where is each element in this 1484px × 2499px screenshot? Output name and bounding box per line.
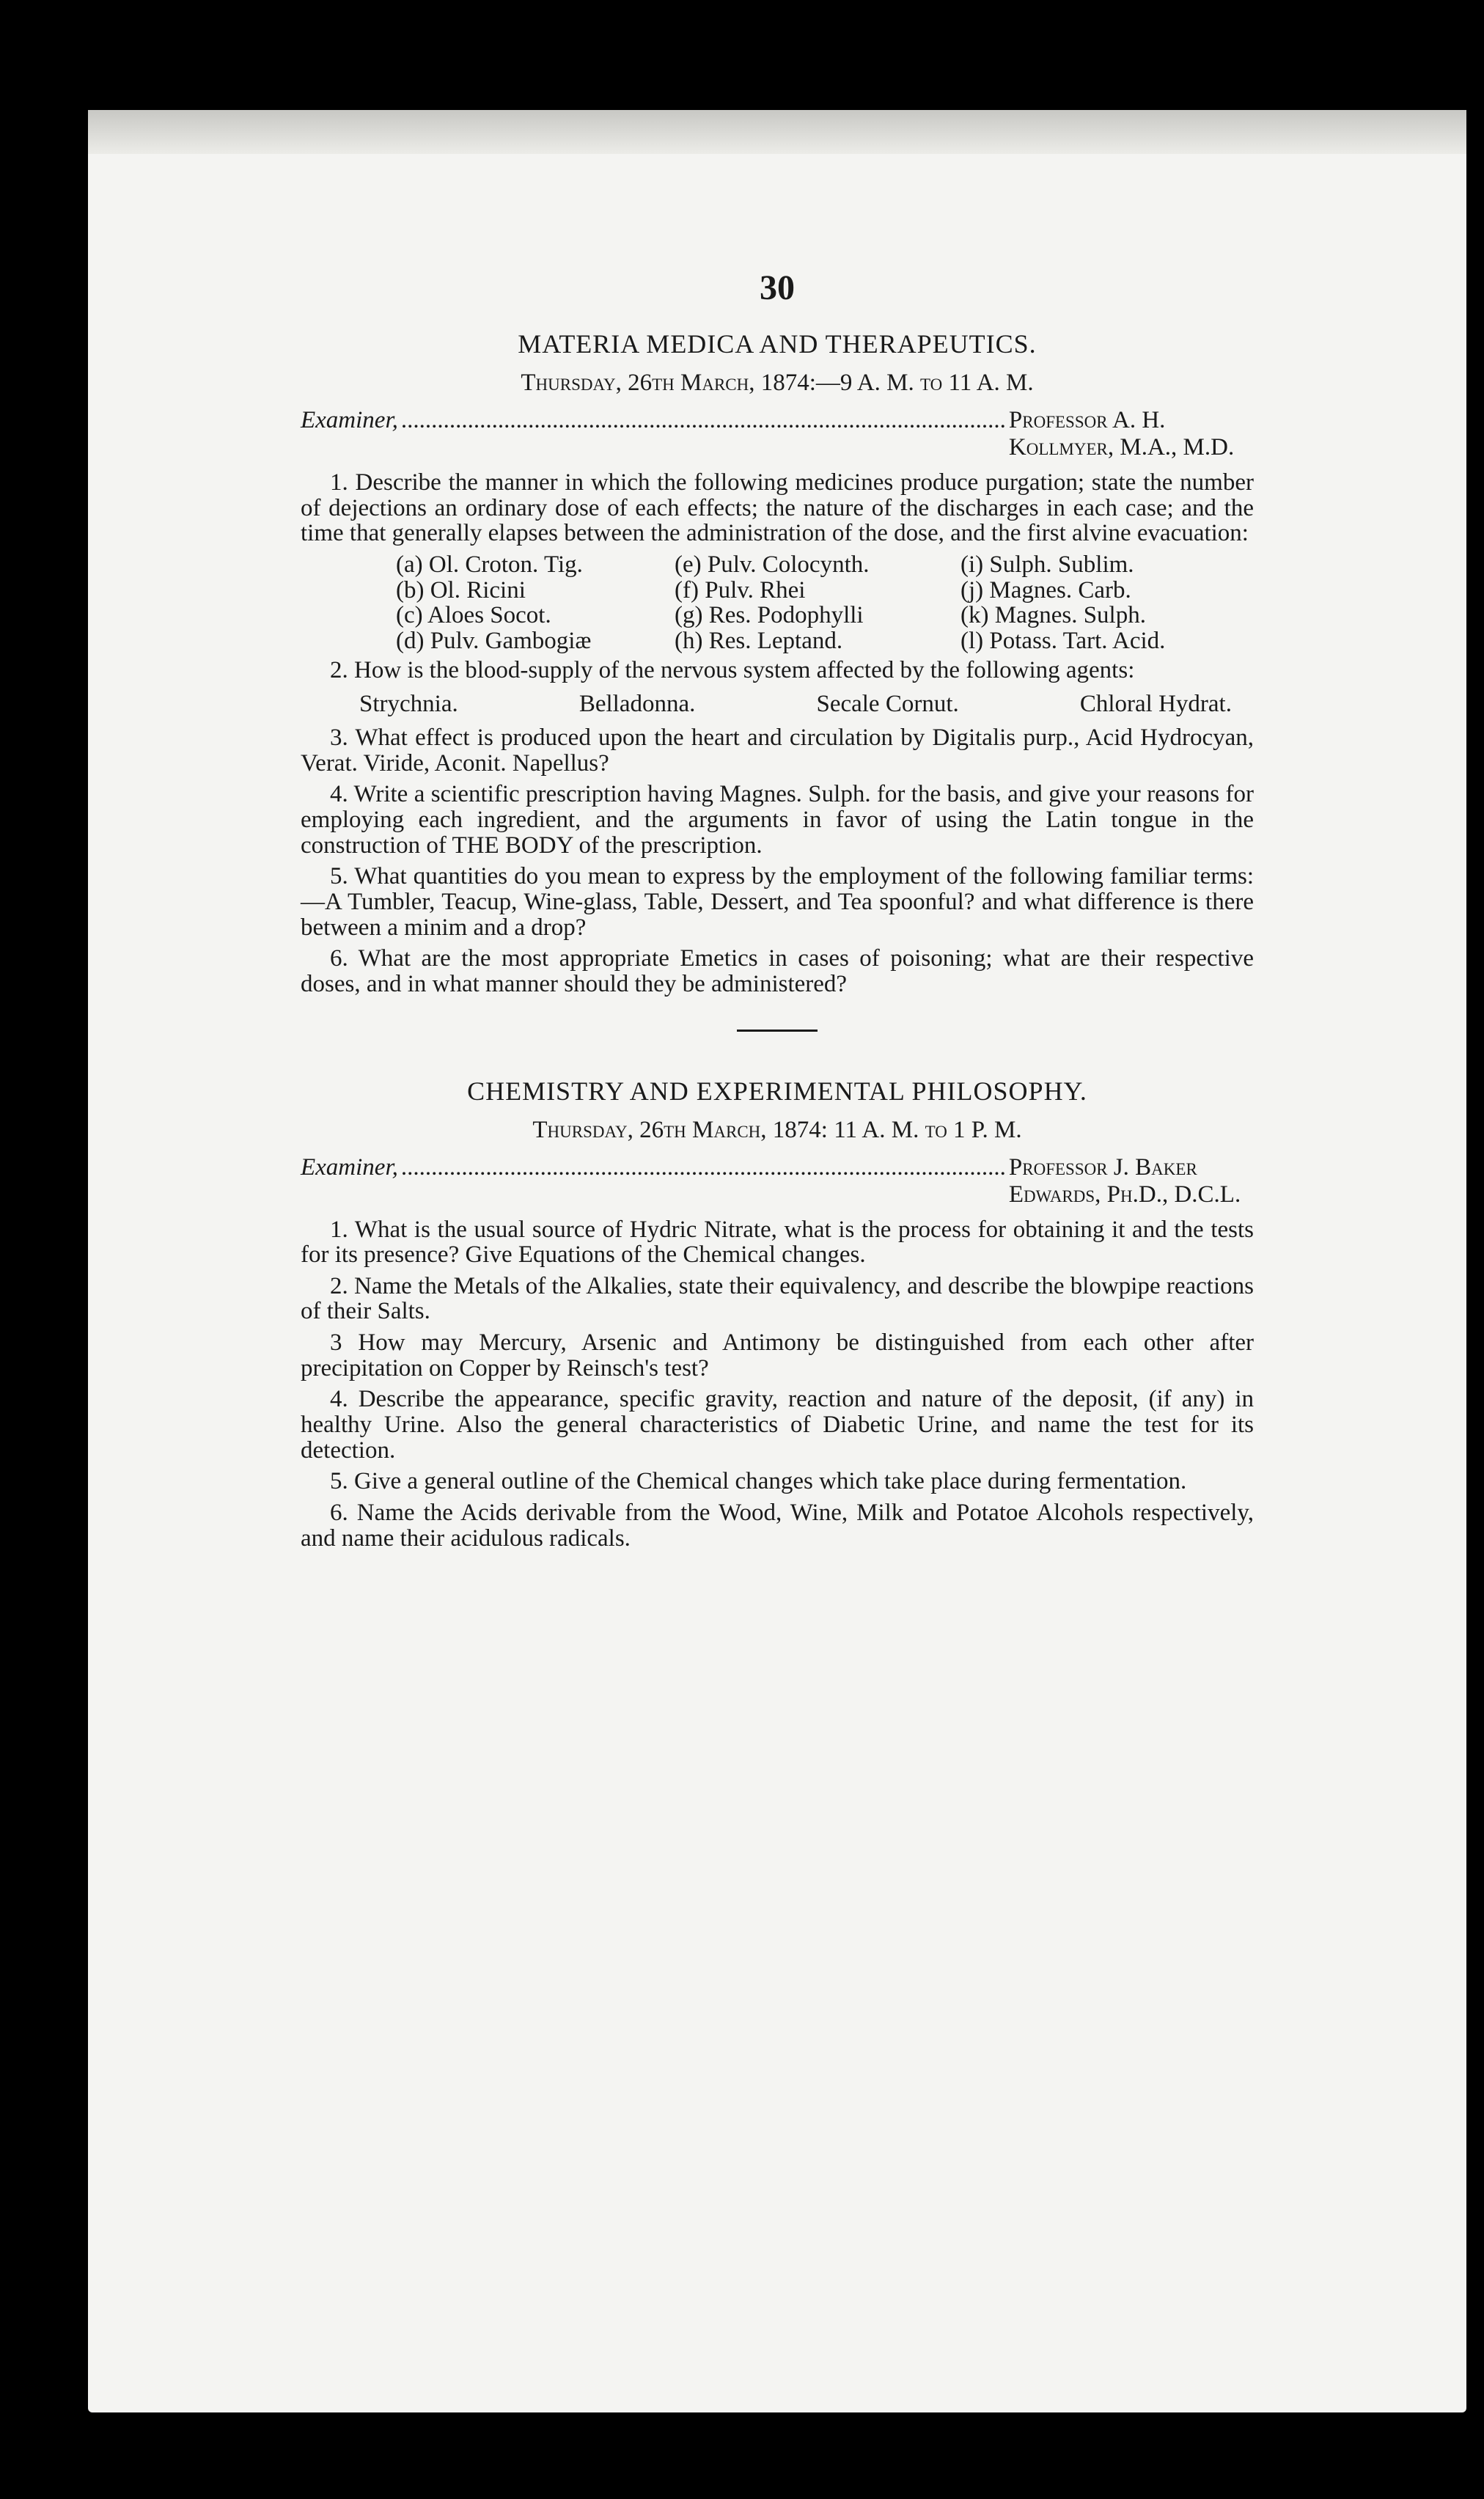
medicine-item: (d) Pulv. Gambogiæ [396,627,592,654]
examiner-name: Professor A. H. Kollmyer, M.A., M.D. [1008,407,1235,460]
section-date: Thursday, 26th March, 1874: 11 A. M. to 1 P. M. [532,1116,1022,1143]
section-divider [737,1030,818,1032]
medicine-item: (b) Ol. Ricini [396,576,526,603]
medicine-item: (g) Res. Podophylli [675,602,864,629]
question-6: 6. Name the Acids derivable from the Wood, Wine, Milk and Potatoe Alcohols respectively, and name their acidulous radicals. [301,1499,1254,1552]
page-number: 30 [760,268,795,307]
medicine-item: (i) Sulph. Sublim. [960,551,1134,578]
medicine-item: (a) Ol. Croton. Tig. [396,551,583,578]
question-1: 1. What is the usual source of Hydric Nitrate, what is the process for obtaining it and the tests for its presence? Give Equations of the Chemical changes. [301,1216,1254,1269]
examiner-line [301,1154,1254,1208]
medicine-item: (c) Aloes Socot. [396,602,551,629]
medicine-list [396,552,1254,654]
examiner-label: Examiner, [301,1153,398,1181]
dot-leader: .................................................................................................... [400,407,1006,433]
medicine-item: (j) Magnes. Carb. [960,576,1131,603]
agent-item: Chloral Hydrat. [1079,691,1232,718]
section-materia-medica [301,329,1254,997]
medicine-item: (l) Potass. Tart. Acid. [960,627,1166,654]
question-5: 5. What quantities do you mean to express by the employment of the following familiar terms:—A Tumbler, Teacup, Wine-glass, Table, Dessert, and Tea spoonful? and what difference is there between a minim and a drop? [301,863,1254,941]
examiner-label: Examiner, [301,407,398,433]
section-date: Thursday, 26th March, 1874:—9 A. M. to 11 A. M. [521,370,1034,396]
section-chemistry [301,1076,1254,1552]
section-title: CHEMISTRY AND EXPERIMENTAL PHILOSOPHY. [467,1076,1087,1106]
page-content [301,268,1254,1557]
dot-leader: .................................................................................................... [400,1153,1006,1181]
agent-item: Secale Cornut. [816,691,959,718]
examiner-line [301,407,1254,461]
agent-item: Strychnia. [359,691,458,718]
medicine-item: (f) Pulv. Rhei [675,576,806,603]
agent-list [359,691,1232,718]
question-2: 2. How is the blood-supply of the nervous system affected by the following agents: [330,657,1135,684]
question-1: 1. Describe the manner in which the following medicines produce purgation; state the number of dejections an ordinary dose of each effects; the nature of the discharges in each case; and the time that generally elapses between the administration of the dose, and the first alvine evacuation: [301,469,1254,547]
question-4: 4. Describe the appearance, specific gravity, reaction and nature of the deposit, (if any) in healthy Urine. Also the general characteristics of Diabetic Urine, and name the test for its detection. [301,1386,1254,1464]
question-3: 3. What effect is produced upon the heart and circulation by Digitalis purp., Acid Hydrocyan, Verat. Viride, Aconit. Napellus? [301,724,1254,777]
question-5: 5. Give a general outline of the Chemical changes which take place during fermentation. [330,1468,1187,1495]
medicine-item: (e) Pulv. Colocynth. [675,551,870,578]
section-title: MATERIA MEDICA AND THERAPEUTICS. [518,329,1037,359]
medicine-item: (k) Magnes. Sulph. [960,602,1146,629]
examiner-name: Professor J. Baker Edwards, Ph.D., D.C.L. [1008,1153,1241,1208]
question-6: 6. What are the most appropriate Emetics in cases of poisoning; what are their respective doses, and in what manner should they be administered? [301,945,1254,997]
medicine-item: (h) Res. Leptand. [675,627,843,654]
question-2: 2. Name the Metals of the Alkalies, state their equivalency, and describe the blowpipe reactions of their Salts. [301,1272,1254,1325]
document-page [88,110,1466,2412]
question-4: 4. Write a scientific prescription having Magnes. Sulph. for the basis, and give your reasons for employing each ingredient, and the arguments in favor of using the Latin tongue in the construction of THE BODY of the prescription. [301,781,1254,859]
question-3: 3 How may Mercury, Arsenic and Antimony be distinguished from each other after precipitation on Copper by Reinsch's test? [301,1329,1254,1381]
agent-item: Belladonna. [578,691,696,718]
